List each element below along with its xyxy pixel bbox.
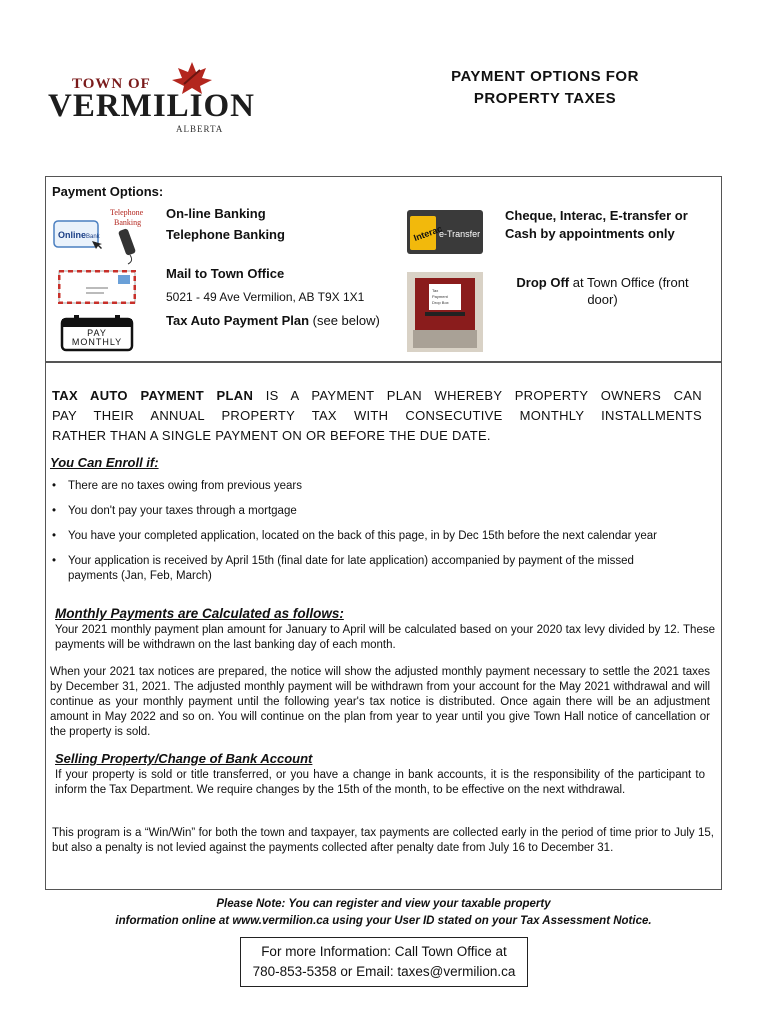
mail-address: 5021 - 49 Ave Vermilion, AB T9X 1X1 — [166, 290, 365, 304]
plan-description: TAX AUTO PAYMENT PLAN IS A PAYMENT PLAN WHEREBY PROPERTY OWNERS CAN PAY THEIR ANNUAL PROPERTY TAX WITH CONSECUTIVE MONTHLY INSTALLMENTS RATHER THAN A SINGLE PAYMENT ON OR BEFORE THE DUE DATE. — [52, 388, 702, 443]
svg-text:Online: Online — [58, 230, 87, 240]
svg-text:e-Transfer: e-Transfer — [439, 229, 481, 239]
town-logo — [48, 58, 256, 138]
contact-box — [240, 937, 528, 987]
selling-paragraph: If your property is sold or title transferred, or you have a change in bank accounts, it is the responsibility of the participant to inform the Tax Department. We require changes by the 15th of the month, to be effective on the next withdrawal. — [55, 769, 705, 796]
option-cheque-interac: Cheque, Interac, E-transfer or Cash by appointments only — [505, 208, 688, 241]
svg-text:Banking: Banking — [114, 218, 142, 227]
option-mail: Mail to Town Office — [166, 266, 285, 281]
option-tax-auto-plan: Tax Auto Payment Plan (see below) — [166, 313, 380, 328]
logo-name: VERMILION — [48, 88, 256, 124]
registration-note: Please Note: You can register and view your taxable property information online at www.vermilion.ca using your User ID stated on your Tax Assessment Notice. — [115, 898, 652, 927]
telephone-icon — [52, 205, 152, 265]
pay-monthly-label-2: MONTHLY — [71, 337, 123, 347]
option-drop-off: Drop Off at Town Office (front door) — [516, 275, 689, 307]
win-win-paragraph: This program is a “Win/Win” for both the town and taxpayer, tax payments are collected early in the period of time prior to July 15, but also a penalty is not levied against the payments collected after penalty date from July 16 to December 31. — [52, 827, 714, 854]
payment-options-heading: Payment Options: — [52, 184, 164, 199]
drop-box-image — [407, 272, 483, 352]
logo-province: ALBERTA — [176, 124, 224, 134]
svg-text:Drop Box: Drop Box — [432, 300, 449, 305]
svg-text:Payment: Payment — [432, 294, 448, 299]
monthly-paragraph-1: Your 2021 monthly payment plan amount for January to April will be calculated based on your 2020 tax levy divided by 12. These payments will be withdrawn on the last banking day of each month. — [55, 624, 715, 651]
svg-text:Tax: Tax — [432, 288, 439, 293]
list-item: • You don't pay your taxes through a mortgage — [52, 504, 702, 519]
list-item: • You have your completed application, located on the back of this page, in by Dec 15th before the next calendar year — [52, 529, 698, 544]
option-online-banking: On-line Banking — [166, 206, 266, 221]
contact-line-1: For more Information: Call Town Office at — [261, 944, 507, 959]
logo-town-of: TOWN OF — [72, 76, 151, 92]
enroll-heading: You Can Enroll if: — [50, 455, 159, 470]
page-title: PAYMENT OPTIONS FOR PROPERTY TAXES — [451, 68, 639, 107]
monthly-payments-heading: Monthly Payments are Calculated as follows: — [55, 606, 344, 621]
selling-property-heading: Selling Property/Change of Bank Account — [55, 751, 313, 766]
enroll-bullet-list — [52, 479, 702, 594]
list-item: • There are no taxes owing from previous years — [52, 479, 702, 494]
envelope-icon — [58, 270, 136, 304]
svg-text:Interac: Interac — [412, 223, 444, 244]
online-telephone-banking-image — [52, 205, 152, 265]
payment-options-box — [45, 176, 722, 362]
interac-etransfer-image — [407, 210, 483, 254]
monthly-paragraph-2: When your 2021 tax notices are prepared, the notice will show the adjusted monthly payment necessary to settle the 2021 taxes by December 31, 2021. The adjusted monthly payment will be withdrawn from your account for the May 2021 withdrawal and will continue as your monthly payment until the following year's tax notice is distributed. Once again there will be an adjustment amount in May 2022 and so on. You will continue on the plan from year to year until you give Town Hall notice of cancellation or the property is sold. — [50, 666, 710, 738]
svg-text:Bank: Bank — [86, 234, 100, 240]
list-item: • Your application is received by April 15th (final date for late application) accompanied by payment of the missed payments (Jan, Feb, March) — [52, 554, 668, 584]
option-telephone-banking: Telephone Banking — [166, 227, 285, 242]
svg-text:Telephone: Telephone — [110, 208, 144, 217]
pay-monthly-label-1: PAY — [87, 328, 107, 338]
pay-monthly-calendar-icon — [60, 314, 134, 352]
contact-line-2: 780-853-5358 or Email: taxes@vermilion.ca — [252, 964, 516, 979]
